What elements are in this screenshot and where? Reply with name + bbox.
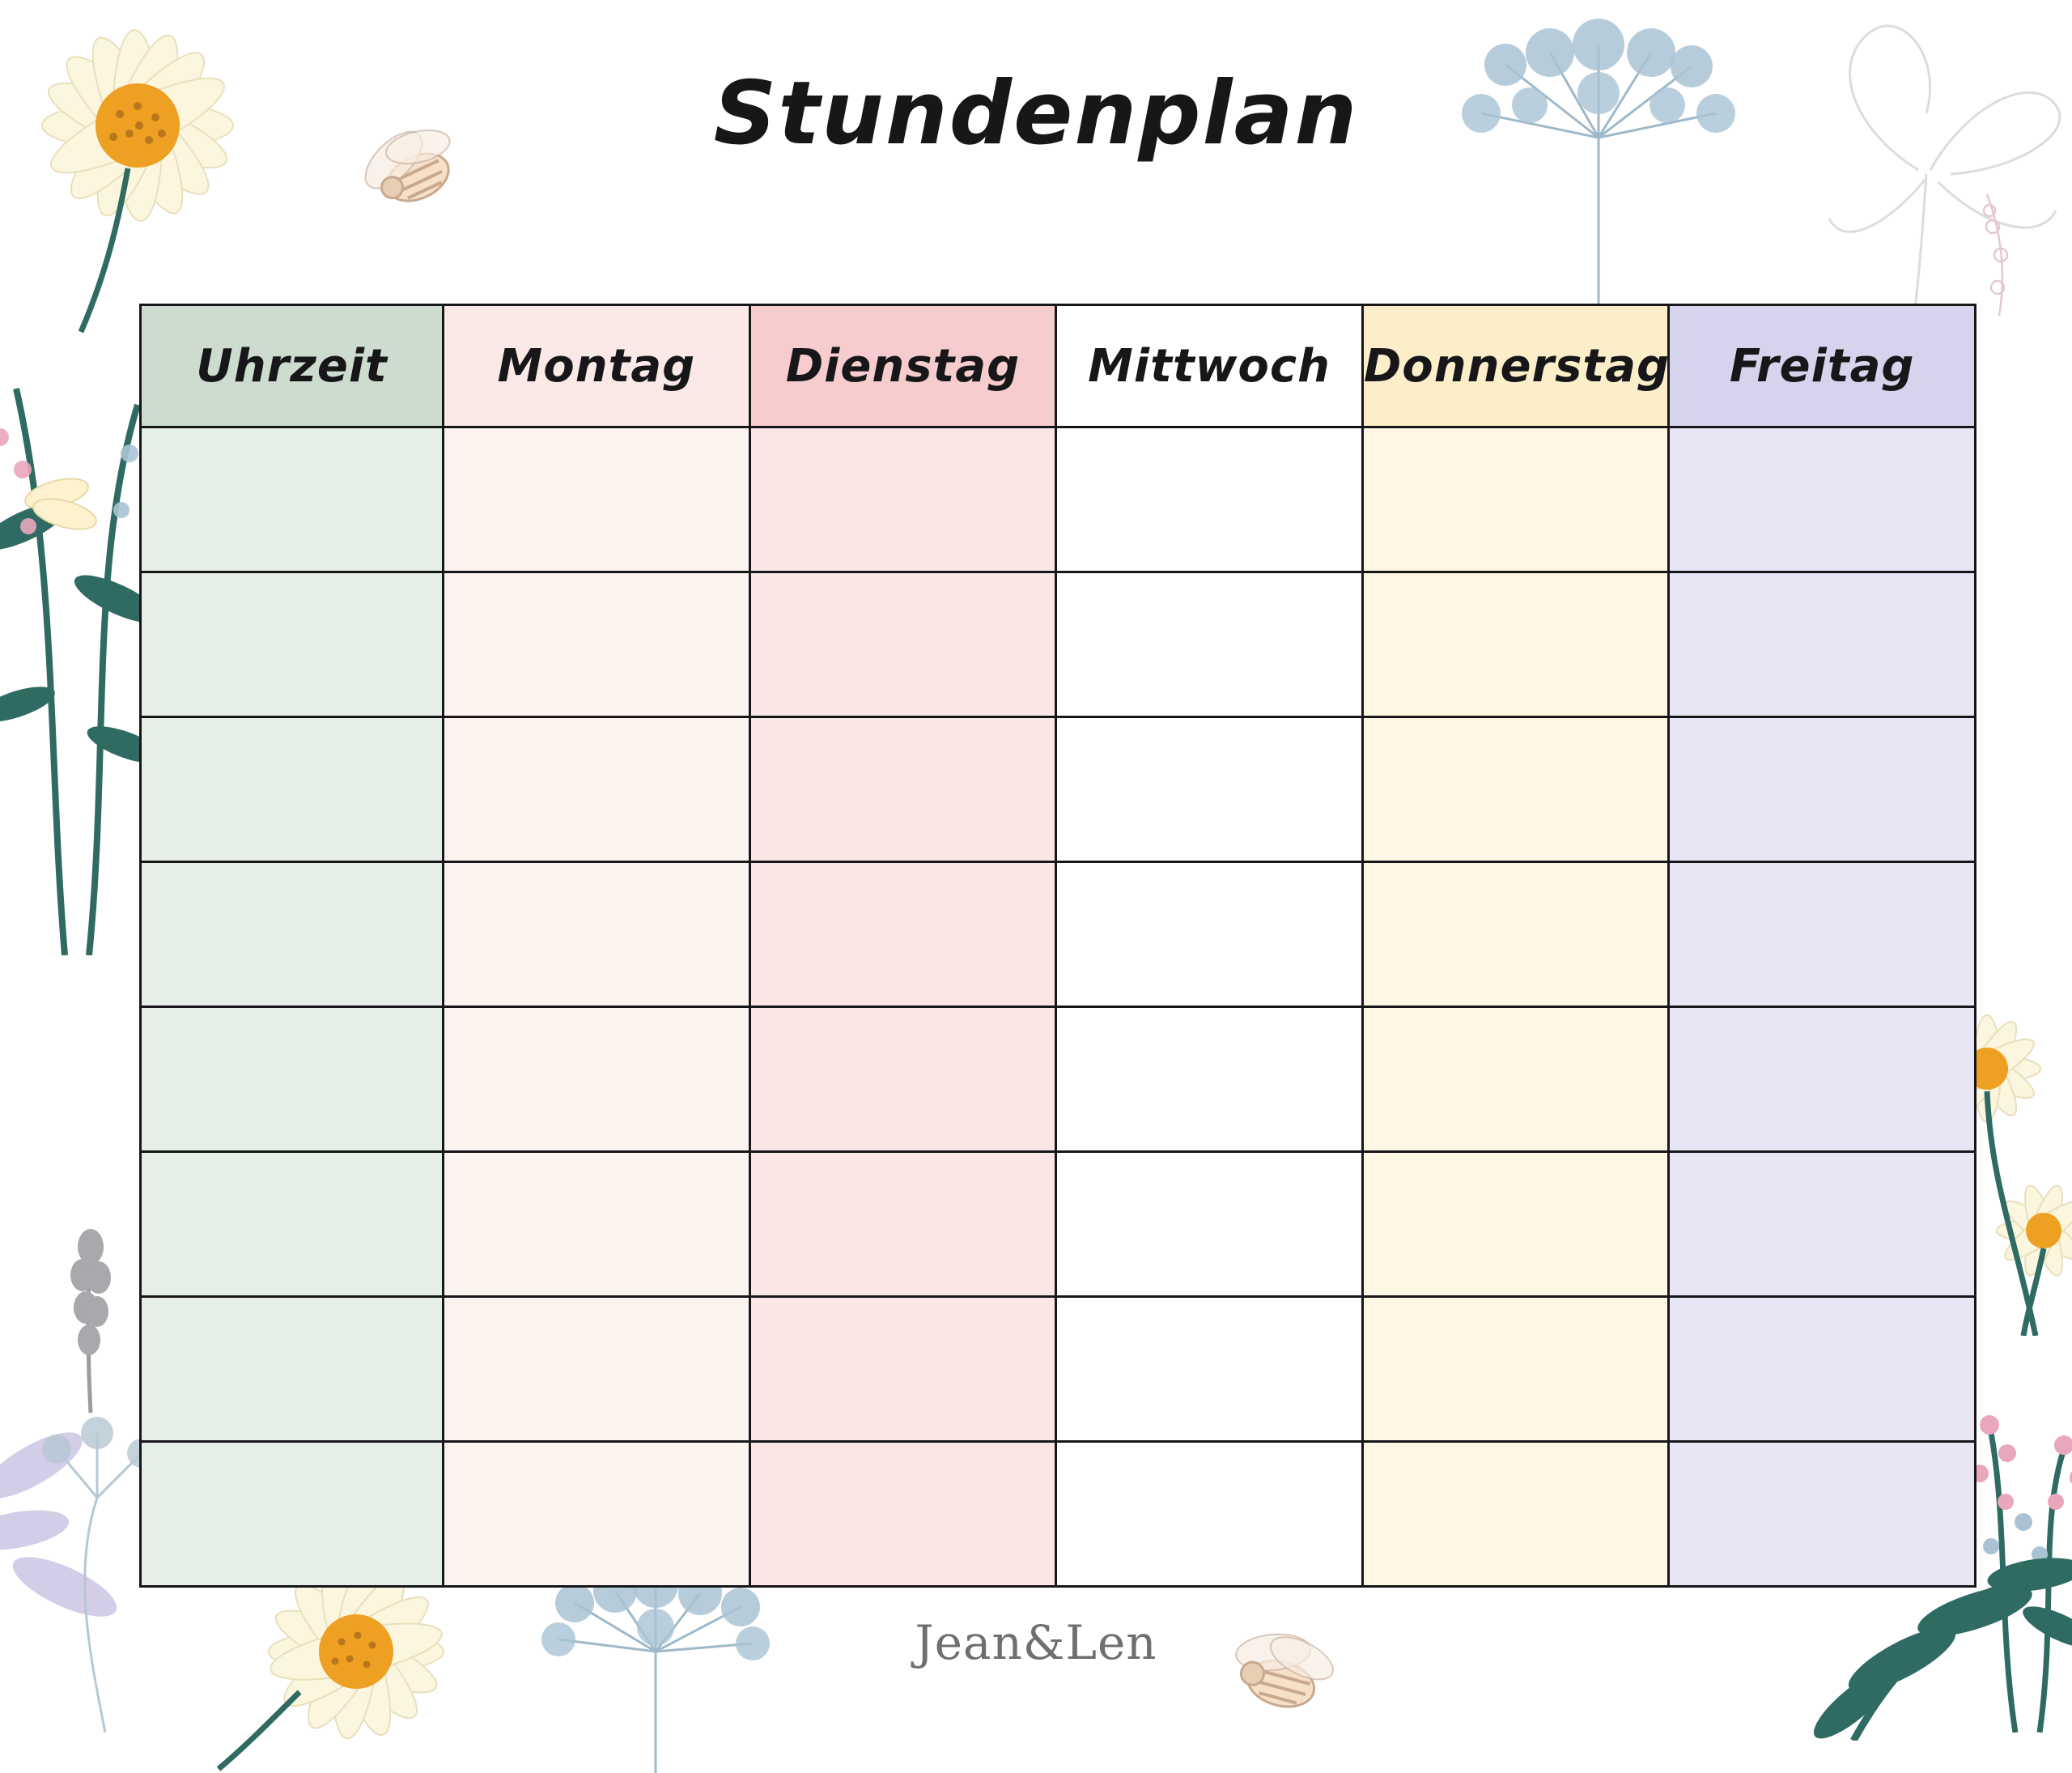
cell-uhrzeit[interactable] xyxy=(141,1297,444,1442)
brand-name: Jean&Len xyxy=(915,1615,1157,1670)
cell-uhrzeit[interactable] xyxy=(141,1007,444,1152)
cell-donnerstag[interactable] xyxy=(1362,1297,1669,1442)
cell-freitag[interactable] xyxy=(1669,1442,1976,1587)
cell-uhrzeit[interactable] xyxy=(141,1442,444,1587)
cell-dienstag[interactable] xyxy=(749,572,1056,717)
cell-montag[interactable] xyxy=(444,572,750,717)
cell-donnerstag[interactable] xyxy=(1362,1152,1669,1297)
cell-dienstag[interactable] xyxy=(749,1442,1056,1587)
cell-montag[interactable] xyxy=(444,1007,750,1152)
page-title xyxy=(0,63,2072,164)
column-header-donnerstag xyxy=(1362,305,1669,427)
column-header-label: Dienstag xyxy=(785,339,1021,393)
cell-mittwoch[interactable] xyxy=(1056,1442,1363,1587)
cell-donnerstag[interactable] xyxy=(1362,572,1669,717)
column-header-uhrzeit xyxy=(141,305,444,427)
cell-dienstag[interactable] xyxy=(749,427,1056,572)
table-row xyxy=(141,717,1976,862)
column-header-label: Uhrzeit xyxy=(196,339,388,393)
page-title-text: Stundenplan xyxy=(713,63,1359,164)
cell-mittwoch[interactable] xyxy=(1056,1007,1363,1152)
table-row xyxy=(141,1442,1976,1587)
table-row xyxy=(141,572,1976,717)
cell-montag[interactable] xyxy=(444,862,750,1007)
lavender-sprig-left xyxy=(40,1190,138,1417)
timetable-header xyxy=(141,305,1976,427)
timetable-body xyxy=(141,427,1976,1587)
timetable-container xyxy=(139,304,1976,1584)
cell-freitag[interactable] xyxy=(1669,1152,1976,1297)
cell-donnerstag[interactable] xyxy=(1362,717,1669,862)
column-header-dienstag xyxy=(749,305,1056,427)
table-header-row xyxy=(141,305,1976,427)
table-row xyxy=(141,1297,1976,1442)
timetable xyxy=(139,304,1976,1588)
cell-montag[interactable] xyxy=(444,1297,750,1442)
cell-donnerstag[interactable] xyxy=(1362,1007,1669,1152)
cell-mittwoch[interactable] xyxy=(1056,427,1363,572)
column-header-label: Montag xyxy=(497,339,696,393)
table-row xyxy=(141,1152,1976,1297)
column-header-label: Donnerstag xyxy=(1363,339,1671,393)
cell-mittwoch[interactable] xyxy=(1056,572,1363,717)
cell-dienstag[interactable] xyxy=(749,717,1056,862)
white-lily-outline-top-right xyxy=(1797,8,2072,348)
cell-donnerstag[interactable] xyxy=(1362,427,1669,572)
blue-umbel-flower-top-right xyxy=(1408,16,1789,324)
column-header-label: Mittwoch xyxy=(1088,339,1331,393)
cell-freitag[interactable] xyxy=(1669,1297,1976,1442)
cell-montag[interactable] xyxy=(444,1442,750,1587)
table-row xyxy=(141,427,1976,572)
column-header-mittwoch xyxy=(1056,305,1363,427)
daisy-flower-top-left xyxy=(0,0,324,340)
cell-freitag[interactable] xyxy=(1669,427,1976,572)
cell-montag[interactable] xyxy=(444,427,750,572)
cell-donnerstag[interactable] xyxy=(1362,862,1669,1007)
cell-uhrzeit[interactable] xyxy=(141,1152,444,1297)
cell-dienstag[interactable] xyxy=(749,1152,1056,1297)
cell-montag[interactable] xyxy=(444,717,750,862)
table-row xyxy=(141,862,1976,1007)
cell-uhrzeit[interactable] xyxy=(141,572,444,717)
cell-uhrzeit[interactable] xyxy=(141,717,444,862)
cell-donnerstag[interactable] xyxy=(1362,1442,1669,1587)
cell-mittwoch[interactable] xyxy=(1056,862,1363,1007)
cell-dienstag[interactable] xyxy=(749,1297,1056,1442)
cell-uhrzeit[interactable] xyxy=(141,427,444,572)
cell-freitag[interactable] xyxy=(1669,1007,1976,1152)
cell-freitag[interactable] xyxy=(1669,572,1976,717)
cell-dienstag[interactable] xyxy=(749,1007,1056,1152)
column-header-freitag xyxy=(1669,305,1976,427)
column-header-montag xyxy=(444,305,750,427)
brand-footer xyxy=(0,1615,2072,1670)
cell-mittwoch[interactable] xyxy=(1056,1297,1363,1442)
cell-dienstag[interactable] xyxy=(749,862,1056,1007)
table-row xyxy=(141,1007,1976,1152)
cell-montag[interactable] xyxy=(444,1152,750,1297)
cell-uhrzeit[interactable] xyxy=(141,862,444,1007)
cell-mittwoch[interactable] xyxy=(1056,717,1363,862)
cell-freitag[interactable] xyxy=(1669,862,1976,1007)
cell-mittwoch[interactable] xyxy=(1056,1152,1363,1297)
cell-freitag[interactable] xyxy=(1669,717,1976,862)
column-header-label: Freitag xyxy=(1729,339,1915,393)
